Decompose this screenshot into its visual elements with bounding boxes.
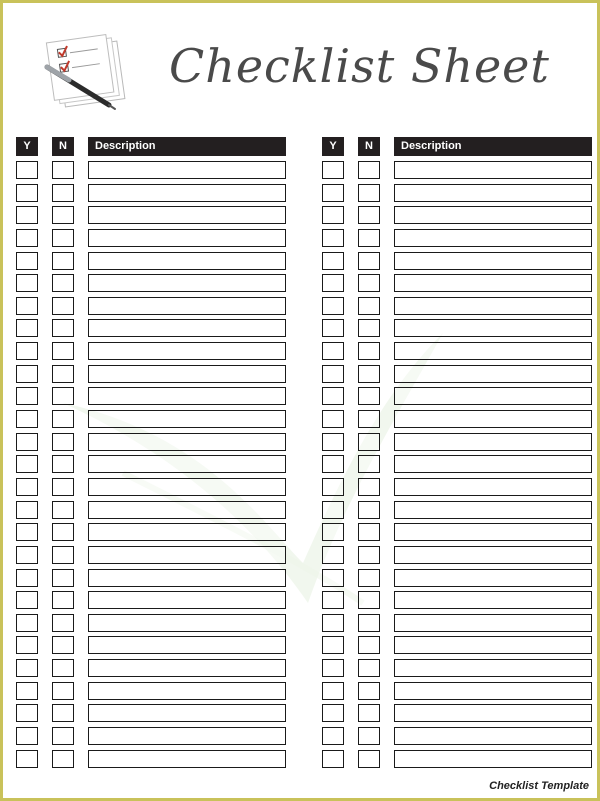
yes-checkbox[interactable] bbox=[16, 659, 38, 677]
no-checkbox[interactable] bbox=[358, 229, 380, 247]
description-field[interactable] bbox=[88, 342, 286, 360]
no-checkbox[interactable] bbox=[52, 659, 74, 677]
description-field[interactable] bbox=[88, 546, 286, 564]
checklist-row bbox=[322, 523, 592, 541]
checklist-row bbox=[322, 252, 592, 270]
description-field[interactable] bbox=[394, 636, 592, 654]
checklist-row bbox=[322, 682, 592, 700]
no-checkbox[interactable] bbox=[52, 229, 74, 247]
yes-header: Y bbox=[16, 137, 38, 156]
no-checkbox[interactable] bbox=[52, 546, 74, 564]
no-checkbox[interactable] bbox=[52, 636, 74, 654]
no-checkbox[interactable] bbox=[358, 433, 380, 451]
description-field[interactable] bbox=[394, 546, 592, 564]
description-field[interactable] bbox=[88, 365, 286, 383]
yes-checkbox[interactable] bbox=[16, 184, 38, 202]
yes-checkbox[interactable] bbox=[16, 206, 38, 224]
yes-checkbox[interactable] bbox=[322, 274, 344, 292]
yes-checkbox[interactable] bbox=[322, 569, 344, 587]
description-field[interactable] bbox=[88, 704, 286, 722]
yes-checkbox[interactable] bbox=[322, 433, 344, 451]
description-field[interactable] bbox=[88, 569, 286, 587]
description-field[interactable] bbox=[88, 614, 286, 632]
checklist-row bbox=[16, 569, 286, 587]
no-checkbox[interactable] bbox=[358, 410, 380, 428]
description-field[interactable] bbox=[88, 252, 286, 270]
checklist-row bbox=[16, 636, 286, 654]
no-checkbox[interactable] bbox=[52, 704, 74, 722]
description-field[interactable] bbox=[394, 206, 592, 224]
description-field[interactable] bbox=[394, 682, 592, 700]
checklist-row bbox=[16, 365, 286, 383]
no-checkbox[interactable] bbox=[358, 614, 380, 632]
checklist-row bbox=[16, 297, 286, 315]
no-checkbox[interactable] bbox=[52, 433, 74, 451]
no-checkbox[interactable] bbox=[52, 410, 74, 428]
footer-label: Checklist Template bbox=[489, 780, 589, 792]
no-checkbox[interactable] bbox=[358, 387, 380, 405]
yes-checkbox[interactable] bbox=[16, 319, 38, 337]
checklist-row bbox=[322, 319, 592, 337]
description-field[interactable] bbox=[88, 274, 286, 292]
description-field[interactable] bbox=[394, 433, 592, 451]
description-field[interactable] bbox=[88, 659, 286, 677]
yes-checkbox[interactable] bbox=[322, 501, 344, 519]
no-checkbox[interactable] bbox=[358, 206, 380, 224]
no-checkbox[interactable] bbox=[52, 501, 74, 519]
yes-checkbox[interactable] bbox=[322, 591, 344, 609]
yes-checkbox[interactable] bbox=[322, 319, 344, 337]
no-checkbox[interactable] bbox=[358, 523, 380, 541]
yes-checkbox[interactable] bbox=[16, 229, 38, 247]
checklist-row bbox=[16, 252, 286, 270]
description-field[interactable] bbox=[394, 365, 592, 383]
description-field[interactable] bbox=[88, 161, 286, 179]
no-checkbox[interactable] bbox=[52, 387, 74, 405]
checklist-row bbox=[322, 410, 592, 428]
checklist-rows bbox=[322, 161, 592, 772]
yes-checkbox[interactable] bbox=[16, 704, 38, 722]
checklist-row bbox=[322, 297, 592, 315]
yes-checkbox[interactable] bbox=[16, 614, 38, 632]
checklist-row bbox=[16, 546, 286, 564]
no-checkbox[interactable] bbox=[358, 750, 380, 768]
checklist-row bbox=[322, 750, 592, 768]
yes-checkbox[interactable] bbox=[322, 727, 344, 745]
checklist-row bbox=[16, 342, 286, 360]
checklist-row bbox=[322, 387, 592, 405]
no-checkbox[interactable] bbox=[52, 252, 74, 270]
yes-checkbox[interactable] bbox=[16, 546, 38, 564]
description-field[interactable] bbox=[394, 274, 592, 292]
yes-checkbox[interactable] bbox=[322, 184, 344, 202]
no-checkbox[interactable] bbox=[358, 161, 380, 179]
checklist-row bbox=[16, 591, 286, 609]
yes-checkbox[interactable] bbox=[322, 410, 344, 428]
description-header: Description bbox=[394, 137, 592, 156]
checklist-row bbox=[322, 478, 592, 496]
no-checkbox[interactable] bbox=[358, 274, 380, 292]
yes-checkbox[interactable] bbox=[16, 727, 38, 745]
no-checkbox[interactable] bbox=[52, 365, 74, 383]
description-field[interactable] bbox=[394, 501, 592, 519]
description-field[interactable] bbox=[394, 410, 592, 428]
checklist-row bbox=[322, 546, 592, 564]
description-field[interactable] bbox=[394, 591, 592, 609]
no-checkbox[interactable] bbox=[52, 184, 74, 202]
no-header: N bbox=[358, 137, 380, 156]
checklist-row bbox=[322, 455, 592, 473]
checklist-row bbox=[16, 478, 286, 496]
checklist-row bbox=[16, 387, 286, 405]
yes-checkbox[interactable] bbox=[16, 433, 38, 451]
yes-checkbox[interactable] bbox=[16, 342, 38, 360]
no-checkbox[interactable] bbox=[52, 682, 74, 700]
checklist-row bbox=[322, 365, 592, 383]
no-checkbox[interactable] bbox=[52, 591, 74, 609]
checklist-row bbox=[16, 659, 286, 677]
no-checkbox[interactable] bbox=[358, 546, 380, 564]
description-field[interactable] bbox=[88, 523, 286, 541]
checklist-row bbox=[16, 614, 286, 632]
checklist-row bbox=[322, 433, 592, 451]
description-field[interactable] bbox=[88, 455, 286, 473]
yes-checkbox[interactable] bbox=[322, 636, 344, 654]
checklist-row bbox=[16, 523, 286, 541]
no-checkbox[interactable] bbox=[52, 614, 74, 632]
checklist-row bbox=[16, 319, 286, 337]
description-field[interactable] bbox=[394, 161, 592, 179]
yes-checkbox[interactable] bbox=[322, 523, 344, 541]
description-field[interactable] bbox=[88, 727, 286, 745]
no-checkbox[interactable] bbox=[358, 682, 380, 700]
description-field[interactable] bbox=[394, 387, 592, 405]
no-checkbox[interactable] bbox=[358, 342, 380, 360]
checklist-row bbox=[16, 704, 286, 722]
checklist-row bbox=[322, 161, 592, 179]
no-checkbox[interactable] bbox=[52, 750, 74, 768]
checklist-row bbox=[16, 433, 286, 451]
yes-checkbox[interactable] bbox=[16, 750, 38, 768]
no-checkbox[interactable] bbox=[358, 184, 380, 202]
description-field[interactable] bbox=[394, 342, 592, 360]
yes-checkbox[interactable] bbox=[322, 546, 344, 564]
yes-checkbox[interactable] bbox=[322, 750, 344, 768]
description-field[interactable] bbox=[394, 727, 592, 745]
yes-checkbox[interactable] bbox=[16, 682, 38, 700]
yes-checkbox[interactable] bbox=[322, 659, 344, 677]
yes-checkbox[interactable] bbox=[16, 523, 38, 541]
no-checkbox[interactable] bbox=[358, 636, 380, 654]
yes-checkbox[interactable] bbox=[322, 206, 344, 224]
checklist-row bbox=[322, 342, 592, 360]
description-field[interactable] bbox=[394, 614, 592, 632]
checklist-row bbox=[322, 569, 592, 587]
page-title: Checklist Sheet bbox=[169, 39, 550, 93]
description-field[interactable] bbox=[88, 184, 286, 202]
yes-checkbox[interactable] bbox=[16, 569, 38, 587]
description-field[interactable] bbox=[88, 636, 286, 654]
no-checkbox[interactable] bbox=[52, 206, 74, 224]
description-field[interactable] bbox=[394, 523, 592, 541]
yes-checkbox[interactable] bbox=[16, 636, 38, 654]
no-checkbox[interactable] bbox=[358, 252, 380, 270]
no-checkbox[interactable] bbox=[358, 365, 380, 383]
yes-checkbox[interactable] bbox=[322, 455, 344, 473]
yes-checkbox[interactable] bbox=[322, 342, 344, 360]
yes-checkbox[interactable] bbox=[16, 410, 38, 428]
yes-checkbox[interactable] bbox=[16, 161, 38, 179]
checklist-row bbox=[16, 682, 286, 700]
yes-checkbox[interactable] bbox=[16, 387, 38, 405]
no-checkbox[interactable] bbox=[52, 319, 74, 337]
description-field[interactable] bbox=[88, 410, 286, 428]
yes-checkbox[interactable] bbox=[16, 297, 38, 315]
no-checkbox[interactable] bbox=[358, 727, 380, 745]
description-header: Description bbox=[88, 137, 286, 156]
description-field[interactable] bbox=[394, 659, 592, 677]
no-checkbox[interactable] bbox=[358, 319, 380, 337]
no-checkbox[interactable] bbox=[358, 569, 380, 587]
description-field[interactable] bbox=[394, 184, 592, 202]
checklist-row bbox=[322, 614, 592, 632]
checklist-row bbox=[16, 274, 286, 292]
yes-checkbox[interactable] bbox=[322, 161, 344, 179]
description-field[interactable] bbox=[394, 750, 592, 768]
no-checkbox[interactable] bbox=[52, 342, 74, 360]
no-header: N bbox=[52, 137, 74, 156]
no-checkbox[interactable] bbox=[52, 727, 74, 745]
checklist-row bbox=[322, 636, 592, 654]
checklist-row bbox=[16, 410, 286, 428]
no-checkbox[interactable] bbox=[358, 478, 380, 496]
no-checkbox[interactable] bbox=[358, 501, 380, 519]
checklist-row bbox=[16, 161, 286, 179]
yes-checkbox[interactable] bbox=[322, 297, 344, 315]
checklist-row bbox=[16, 184, 286, 202]
no-checkbox[interactable] bbox=[52, 297, 74, 315]
yes-checkbox[interactable] bbox=[16, 455, 38, 473]
description-field[interactable] bbox=[394, 252, 592, 270]
checklist-row bbox=[322, 184, 592, 202]
description-field[interactable] bbox=[88, 319, 286, 337]
yes-checkbox[interactable] bbox=[16, 274, 38, 292]
no-checkbox[interactable] bbox=[358, 704, 380, 722]
checklist-row bbox=[16, 206, 286, 224]
checklist-row bbox=[16, 455, 286, 473]
yes-checkbox[interactable] bbox=[322, 365, 344, 383]
description-field[interactable] bbox=[394, 455, 592, 473]
description-field[interactable] bbox=[88, 433, 286, 451]
description-field[interactable] bbox=[88, 682, 286, 700]
checklist-row bbox=[322, 727, 592, 745]
yes-checkbox[interactable] bbox=[322, 252, 344, 270]
yes-checkbox[interactable] bbox=[16, 365, 38, 383]
checklist-row bbox=[16, 229, 286, 247]
checklist-row bbox=[322, 274, 592, 292]
yes-checkbox[interactable] bbox=[16, 252, 38, 270]
description-field[interactable] bbox=[88, 750, 286, 768]
checklist-row bbox=[322, 206, 592, 224]
checklist-row bbox=[322, 704, 592, 722]
no-checkbox[interactable] bbox=[358, 455, 380, 473]
description-field[interactable] bbox=[394, 569, 592, 587]
no-checkbox[interactable] bbox=[52, 478, 74, 496]
yes-checkbox[interactable] bbox=[322, 229, 344, 247]
yes-checkbox[interactable] bbox=[322, 704, 344, 722]
description-field[interactable] bbox=[394, 704, 592, 722]
description-field[interactable] bbox=[394, 297, 592, 315]
description-field[interactable] bbox=[394, 319, 592, 337]
yes-checkbox[interactable] bbox=[322, 614, 344, 632]
checklist-row bbox=[322, 501, 592, 519]
checklist-row bbox=[322, 659, 592, 677]
description-field[interactable] bbox=[88, 206, 286, 224]
checklist-row bbox=[16, 750, 286, 768]
no-checkbox[interactable] bbox=[358, 659, 380, 677]
no-checkbox[interactable] bbox=[52, 161, 74, 179]
no-checkbox[interactable] bbox=[52, 455, 74, 473]
yes-checkbox[interactable] bbox=[322, 682, 344, 700]
no-checkbox[interactable] bbox=[52, 569, 74, 587]
description-field[interactable] bbox=[394, 229, 592, 247]
description-field[interactable] bbox=[88, 591, 286, 609]
yes-checkbox[interactable] bbox=[16, 591, 38, 609]
no-checkbox[interactable] bbox=[52, 523, 74, 541]
checklist-row bbox=[322, 591, 592, 609]
description-field[interactable] bbox=[394, 478, 592, 496]
description-field[interactable] bbox=[88, 501, 286, 519]
yes-checkbox[interactable] bbox=[16, 501, 38, 519]
checklist-row bbox=[16, 727, 286, 745]
checklist-row bbox=[16, 501, 286, 519]
no-checkbox[interactable] bbox=[358, 591, 380, 609]
yes-checkbox[interactable] bbox=[16, 478, 38, 496]
description-field[interactable] bbox=[88, 229, 286, 247]
yes-checkbox[interactable] bbox=[322, 478, 344, 496]
checklist-pen-icon bbox=[39, 31, 143, 115]
checklist-rows bbox=[16, 161, 286, 772]
checklist-row bbox=[322, 229, 592, 247]
description-field[interactable] bbox=[88, 478, 286, 496]
no-checkbox[interactable] bbox=[358, 297, 380, 315]
yes-checkbox[interactable] bbox=[322, 387, 344, 405]
description-field[interactable] bbox=[88, 387, 286, 405]
no-checkbox[interactable] bbox=[52, 274, 74, 292]
yes-header: Y bbox=[322, 137, 344, 156]
description-field[interactable] bbox=[88, 297, 286, 315]
